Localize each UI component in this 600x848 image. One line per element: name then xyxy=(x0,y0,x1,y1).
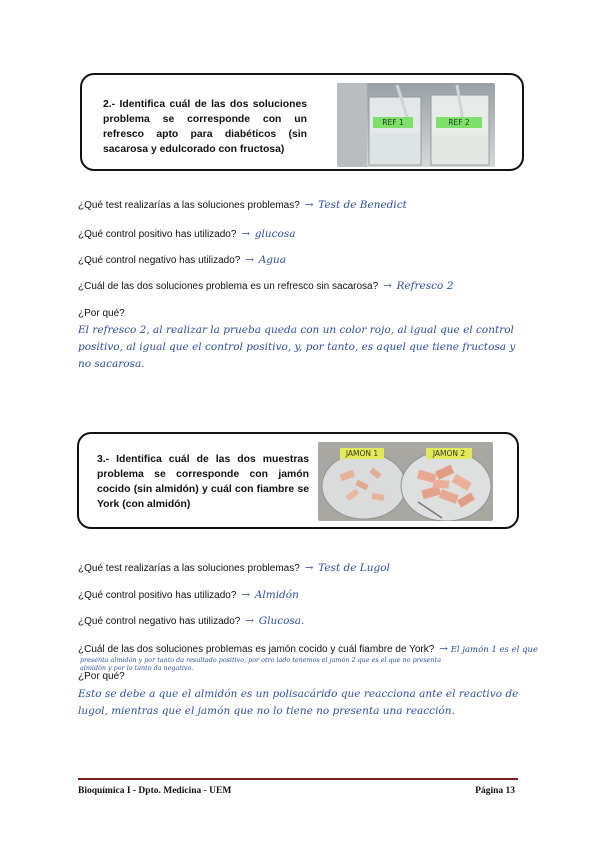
s2-why-label: ¿Por qué? xyxy=(78,308,125,319)
s3-question-which: ¿Cuál de las dos soluciones problemas es jamón cocido y cuál fiambre de York? → El jamón 1 es el que xyxy=(78,643,538,655)
s3-why-label: ¿Por qué? xyxy=(78,671,125,682)
jamon-2-tape-label: JAMON 2 xyxy=(426,448,472,459)
ham-samples-photo xyxy=(318,442,493,521)
s2-why-answer: El refresco 2, al realizar la prueba queda con un color rojo, al igual que el control positivo, al igual que el control positivo, y, por tanto, es aquel que tiene fructosa y no sacarosa. xyxy=(78,324,516,370)
footer-course: Bioquímica I - Dpto. Medicina - UEM xyxy=(78,786,232,796)
s3-question-negative: ¿Qué control negativo has utilizado? → Glucosa. xyxy=(78,615,305,627)
s3-answer-which-line3: almidón y por lo tanto da negativo. xyxy=(80,664,194,672)
arrow-icon: → xyxy=(241,589,251,601)
s3-answer-negative: Glucosa. xyxy=(258,615,305,627)
s3-answer-positive: Almidón xyxy=(254,589,299,601)
jamon-1-tape-label: JAMON 1 xyxy=(340,448,384,459)
s2-answer-test: Test de Benedict xyxy=(318,199,407,211)
arrow-icon: → xyxy=(382,280,392,292)
s2-answer-negative: Agua xyxy=(258,254,287,266)
s2-answer-positive: glucosa xyxy=(254,228,296,240)
arrow-icon: → xyxy=(245,254,254,266)
s3-answer-test: Test de Lugol xyxy=(318,562,390,574)
s2-question-positive: ¿Qué control positivo has utilizado? → glucosa xyxy=(78,228,296,240)
refresco-beakers-photo xyxy=(337,83,495,167)
s2-answer-which: Refresco 2 xyxy=(396,280,454,292)
footer-page-number: Página 13 xyxy=(475,786,515,796)
question-2-prompt: 2.- Identifica cuál de las dos soluciones problema se corresponde con un refresco apto para diabéticos (sin sacarosa y edulcorado con fructosa) xyxy=(103,99,307,155)
arrow-icon: → xyxy=(304,562,314,574)
ref-1-tape-label: REF 1 xyxy=(373,117,413,128)
footer-rule xyxy=(78,778,518,780)
question-3-prompt: 3.- Identifica cuál de las dos muestras problema se corresponde con jamón cocido (sin almidón) y cuál con fiambre se York (con almidón) xyxy=(97,454,309,510)
s3-answer-which-line1: El jamón 1 es el que xyxy=(450,645,538,655)
s3-why-answer: Esto se debe a que el almidón es un polisacárido que reacciona ante el reactivo de lugol, mientras que el jamón que no lo tiene no presenta una reacción. xyxy=(78,688,519,717)
arrow-icon: → xyxy=(241,228,251,240)
s2-question-which: ¿Cuál de las dos soluciones problema es un refresco sin sacarosa? → Refresco 2 xyxy=(78,280,454,292)
s3-question-test: ¿Qué test realizarías a las soluciones problemas? → Test de Lugol xyxy=(78,562,390,574)
ref-2-tape-label: REF 2 xyxy=(436,117,482,128)
s2-question-negative: ¿Qué control negativo has utilizado? → Agua xyxy=(78,254,287,266)
s2-question-test: ¿Qué test realizarías a las soluciones problemas? → Test de Benedict xyxy=(78,199,407,211)
s3-question-positive: ¿Qué control positivo has utilizado? → Almidón xyxy=(78,589,299,601)
arrow-icon: → xyxy=(439,643,448,655)
arrow-icon: → xyxy=(245,615,254,627)
arrow-icon: → xyxy=(304,199,314,211)
s3-answer-which-line2: presenta almidón y por tanto da resultado positivo, por otro lado tenemos el jamón 2 que es el que no presenta xyxy=(80,656,442,664)
